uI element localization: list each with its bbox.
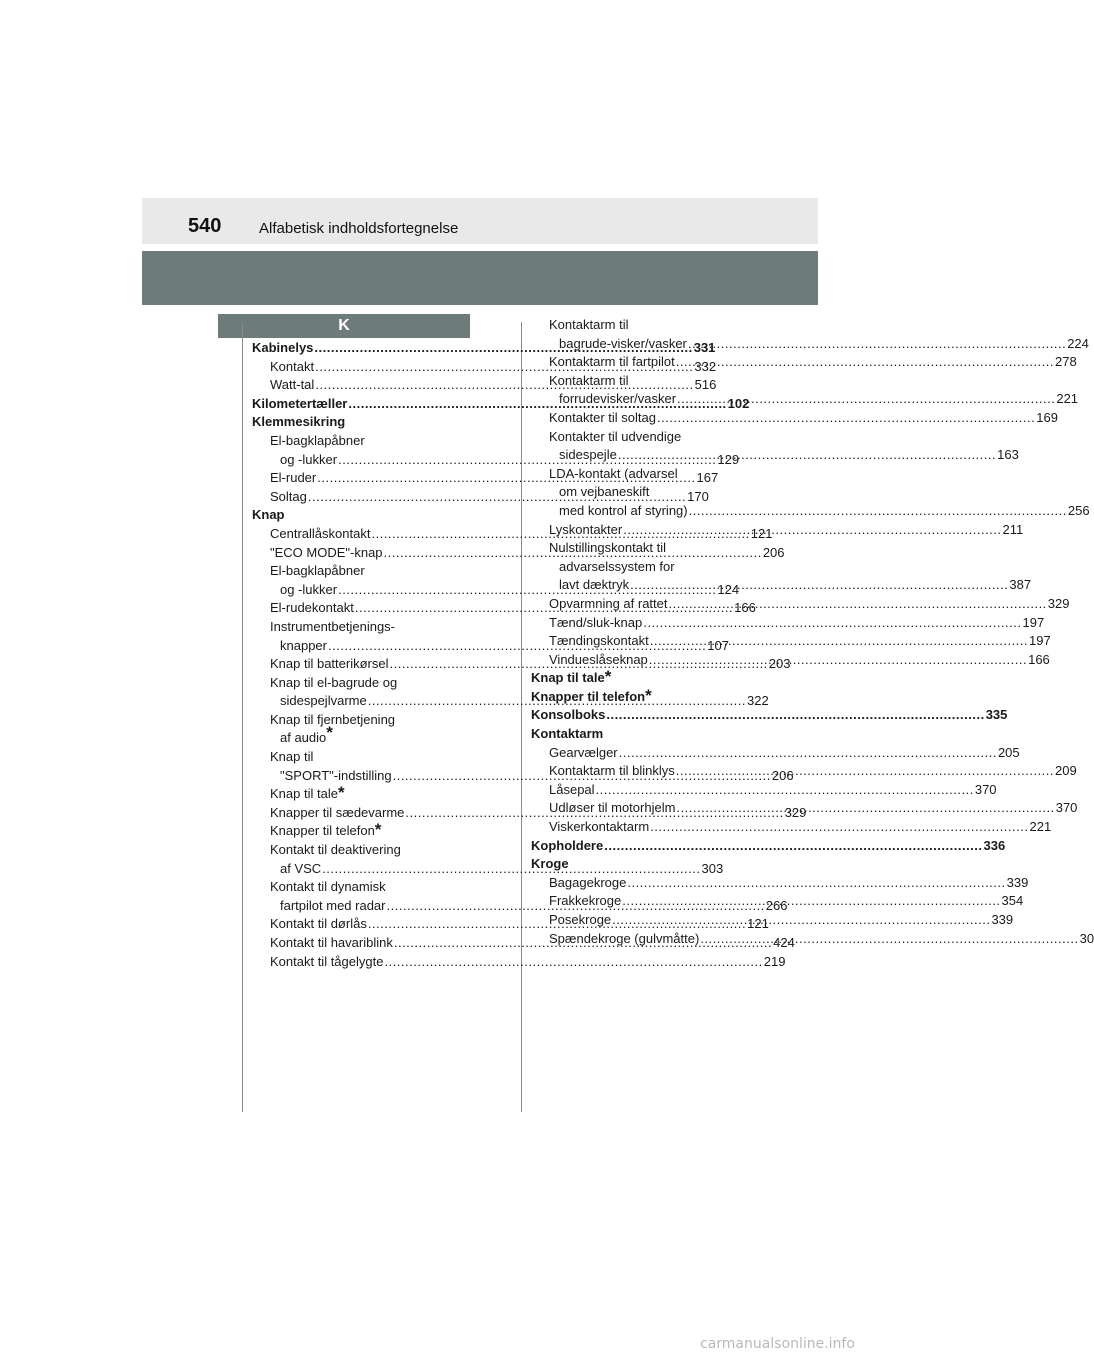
entry-term: Kroge bbox=[531, 856, 569, 872]
entry-term: Soltag bbox=[270, 488, 307, 504]
index-entry bbox=[252, 822, 471, 841]
entry-leader-line bbox=[549, 335, 1089, 354]
entry-text-line: advarselssystem for bbox=[559, 558, 675, 574]
entry-term: Udløser til motorhjelm bbox=[549, 800, 676, 816]
asterisk-mark: * bbox=[326, 723, 333, 743]
entry-leader-line bbox=[549, 874, 1029, 893]
index-entry bbox=[531, 614, 1045, 633]
entry-text-line: Kontakt til dynamisk bbox=[270, 879, 386, 895]
dot-leader bbox=[627, 874, 1005, 893]
entry-term: Knapper til telefon bbox=[270, 823, 375, 839]
entry-leader-line bbox=[549, 353, 1077, 372]
entry-page-number: 329 bbox=[784, 804, 807, 820]
entry-text-line: Knap til bbox=[270, 749, 314, 765]
dot-leader bbox=[676, 762, 1054, 781]
entry-term: med kontrol af styring) bbox=[559, 502, 688, 518]
entry-page-number: 303 bbox=[701, 860, 724, 876]
section-letter-tab bbox=[218, 314, 470, 338]
entry-term: fartpilot med radar bbox=[280, 897, 386, 913]
index-entry bbox=[531, 595, 1070, 614]
entry-term: Kopholdere bbox=[531, 837, 604, 853]
entry-leader-line bbox=[549, 818, 1052, 837]
entry-page-number: 219 bbox=[763, 953, 786, 969]
index-entry bbox=[531, 372, 1079, 409]
page-number: 540 bbox=[188, 215, 222, 237]
entry-term: Frakkekroge bbox=[549, 893, 622, 909]
header-band bbox=[142, 198, 818, 244]
dot-leader bbox=[657, 409, 1035, 428]
entry-leader-line bbox=[531, 706, 1008, 725]
entry-term: lavt dæktryk bbox=[559, 577, 630, 593]
dot-leader bbox=[596, 781, 974, 800]
dot-leader bbox=[618, 447, 996, 462]
dot-leader bbox=[689, 503, 1067, 518]
entry-leader-line bbox=[531, 837, 1006, 856]
index-entry bbox=[531, 669, 750, 688]
entry-term: Watt-tal bbox=[270, 377, 315, 393]
entry-term: Tændingskontakt bbox=[549, 633, 649, 649]
index-entry bbox=[252, 413, 471, 432]
dot-leader bbox=[604, 837, 982, 856]
dot-leader bbox=[630, 577, 1008, 592]
index-entry bbox=[531, 706, 1008, 725]
column-rule-middle bbox=[521, 322, 522, 1112]
entry-text-line: Kontaktarm til bbox=[549, 372, 629, 388]
entry-leader-line bbox=[549, 502, 1090, 521]
entry-page-number: 266 bbox=[765, 897, 788, 913]
entry-term: Spændekroge (gulvmåtte) bbox=[549, 930, 700, 946]
entry-term: Posekroge bbox=[549, 912, 612, 927]
entry-page-number: 205 bbox=[997, 744, 1020, 760]
entry-page-number: 221 bbox=[1029, 819, 1052, 835]
index-entry bbox=[531, 874, 1029, 893]
entry-leader-line: Knap til tale * bbox=[531, 667, 612, 687]
index-entry bbox=[531, 632, 1051, 651]
entry-term: sidespejlvarme bbox=[280, 693, 367, 709]
entry-leader-line bbox=[549, 781, 997, 800]
dot-leader bbox=[650, 818, 1028, 837]
entry-term: Kontakt til dørlås bbox=[270, 916, 367, 932]
entry-term: Viskerkontaktarm bbox=[549, 819, 650, 835]
entry-term: Klemmesikring bbox=[252, 414, 346, 430]
entry-leader-line bbox=[270, 723, 471, 748]
dot-leader bbox=[669, 595, 1047, 614]
entry-page-number: 169 bbox=[1036, 409, 1058, 425]
entry-page-number: 278 bbox=[1055, 354, 1077, 370]
entry-term: sidespejle bbox=[559, 447, 617, 463]
entry-term: af audio bbox=[280, 730, 327, 746]
page-title: Alfabetisk indholdsfortegnelse bbox=[259, 220, 459, 237]
index-entry bbox=[531, 428, 1019, 465]
entry-text-line: Kontaktarm til bbox=[549, 317, 629, 332]
entry-page-number: 121 bbox=[747, 916, 769, 932]
header-bar bbox=[142, 251, 818, 305]
section-letter: K bbox=[338, 317, 350, 334]
entry-leader-line bbox=[270, 953, 786, 972]
entry-text-line: El-bagklapåbner bbox=[270, 432, 365, 448]
entry-page-number: 329 bbox=[1047, 595, 1070, 611]
entry-page-number: 163 bbox=[997, 447, 1019, 463]
entry-term: Kontakt bbox=[270, 358, 315, 374]
index-entry bbox=[252, 506, 471, 525]
entry-page-number: 211 bbox=[1002, 521, 1024, 537]
entry-text-line: Instrumentbetjenings- bbox=[270, 618, 396, 634]
entry-page-number: 331 bbox=[693, 340, 716, 355]
index-entry bbox=[531, 781, 997, 800]
entry-page-number: 354 bbox=[1001, 893, 1024, 909]
dot-leader bbox=[676, 353, 1054, 372]
entry-page-number: 339 bbox=[991, 912, 1014, 927]
entry-page-number: 209 bbox=[1055, 763, 1077, 779]
entry-term: Kontakt til havariblink bbox=[270, 935, 393, 950]
entry-page-number: 221 bbox=[1056, 391, 1079, 407]
entry-leader-line: Knap til tale * bbox=[270, 783, 345, 803]
entry-term: "SPORT"-indstilling bbox=[280, 767, 392, 783]
entry-page-number: 332 bbox=[694, 358, 717, 374]
entry-term: Knapper til sædevarme bbox=[270, 804, 405, 820]
entry-leader-line bbox=[549, 576, 1032, 595]
entry-term: Kontaktarm til blinklys bbox=[549, 763, 675, 779]
index-entry bbox=[531, 818, 1052, 837]
entry-term: El-rudekontakt bbox=[270, 600, 354, 616]
index-entry bbox=[531, 744, 1020, 763]
entry-leader-line bbox=[531, 725, 750, 744]
entry-text-line: Knap til fjernbetjening bbox=[270, 711, 396, 727]
entry-term: Knap til tale bbox=[531, 670, 605, 686]
entry-page-number: 335 bbox=[985, 707, 1008, 723]
entry-leader-line bbox=[252, 413, 471, 432]
dot-leader bbox=[677, 391, 1055, 406]
index-entry bbox=[531, 465, 1090, 521]
entry-term: Centrallåskontakt bbox=[270, 525, 371, 541]
entry-page-number: 370 bbox=[974, 781, 997, 797]
entry-page-number: 206 bbox=[762, 544, 785, 560]
index-entry bbox=[531, 685, 750, 707]
dot-leader bbox=[622, 892, 1000, 911]
entry-leader-line bbox=[549, 390, 1079, 409]
dot-leader bbox=[688, 336, 1066, 351]
dot-leader bbox=[700, 930, 1078, 949]
entry-page-number: 107 bbox=[707, 637, 729, 653]
entry-page-number: 224 bbox=[1067, 335, 1089, 351]
entry-term: Knap til batterikørsel bbox=[270, 656, 389, 672]
entry-term: "ECO MODE"-knap bbox=[270, 544, 383, 560]
entry-leader-line: Knapper til telefon * bbox=[270, 820, 382, 840]
entry-term: Lyskontakter bbox=[549, 521, 623, 537]
entry-term: Kilometertæller bbox=[252, 395, 348, 411]
entry-term: af VSC bbox=[280, 860, 322, 876]
entry-term: Tænd/sluk-knap bbox=[549, 614, 643, 630]
entry-page-number: 256 bbox=[1067, 502, 1090, 518]
entry-leader-line bbox=[252, 506, 471, 525]
entry-term: Knap bbox=[252, 507, 285, 523]
index-entry bbox=[252, 711, 471, 748]
dot-leader bbox=[643, 614, 1021, 633]
entry-term: knapper bbox=[280, 637, 327, 653]
entry-leader-line bbox=[549, 744, 1020, 763]
entry-term: Kabinelys bbox=[252, 340, 314, 355]
dot-leader bbox=[676, 799, 1054, 818]
entry-term: og -lukker bbox=[280, 581, 338, 597]
entry-term: Kontakt til tågelygte bbox=[270, 953, 384, 969]
entry-text-line: LDA-kontakt (advarsel bbox=[549, 465, 678, 481]
entry-page-number: 387 bbox=[1009, 577, 1032, 593]
entry-page-number: 166 bbox=[734, 600, 756, 616]
entry-page-number: 170 bbox=[687, 488, 709, 504]
entry-page-number: 121 bbox=[750, 525, 773, 541]
entry-page-number: 322 bbox=[747, 693, 769, 709]
entry-term: Konsolboks bbox=[531, 707, 606, 723]
entry-text-line: El-bagklapåbner bbox=[270, 563, 365, 579]
index-entry bbox=[531, 409, 1058, 428]
index-entry bbox=[531, 316, 1089, 353]
entry-page-number: 166 bbox=[1028, 651, 1050, 667]
dot-leader bbox=[649, 651, 1027, 670]
entry-page-number: 203 bbox=[768, 656, 791, 672]
entry-leader-line: Knapper til telefon * bbox=[531, 685, 652, 705]
entry-page-number: 197 bbox=[1022, 614, 1045, 630]
entry-term: forrudevisker/vasker bbox=[559, 391, 677, 407]
index-entry bbox=[531, 855, 750, 874]
entry-text-line: om vejbaneskift bbox=[559, 484, 650, 500]
entry-term: Gearvælger bbox=[549, 744, 618, 760]
entry-page-number: 30 bbox=[1079, 930, 1094, 946]
dot-leader bbox=[650, 632, 1028, 651]
dot-leader bbox=[619, 744, 997, 763]
watermark: carmanualsonline.info bbox=[700, 1336, 855, 1352]
entry-term: Låsepal bbox=[549, 781, 595, 797]
entry-page-number: 370 bbox=[1055, 800, 1078, 816]
dot-leader bbox=[623, 521, 1001, 540]
dot-leader bbox=[384, 953, 762, 972]
entry-leader-line bbox=[549, 632, 1051, 651]
dot-leader bbox=[606, 706, 984, 725]
index-entry bbox=[252, 785, 471, 804]
entry-page-number: 206 bbox=[771, 767, 794, 783]
entry-page-number: 102 bbox=[727, 395, 750, 411]
entry-page-number: 129 bbox=[717, 451, 740, 467]
entry-term: Kontaktarm bbox=[531, 726, 604, 742]
entry-leader-line bbox=[531, 855, 750, 874]
entry-term: Kontakter til soltag bbox=[549, 409, 656, 425]
entry-text-line: Kontakt til deaktivering bbox=[270, 842, 401, 858]
entry-text-line: Nulstillingskontakt til bbox=[549, 540, 667, 556]
column-rule-left bbox=[242, 322, 243, 1112]
entry-page-number: 197 bbox=[1029, 633, 1051, 649]
entry-leader-line bbox=[549, 614, 1045, 633]
entry-leader-line bbox=[549, 446, 1019, 465]
entry-text-line: Knap til el-bagrude og bbox=[270, 674, 398, 690]
entry-page-number: 167 bbox=[696, 470, 719, 486]
entry-leader-line bbox=[549, 595, 1070, 614]
index-entry bbox=[531, 353, 1077, 372]
entry-page-number: 336 bbox=[983, 837, 1006, 853]
entry-page-number: 516 bbox=[694, 377, 717, 393]
entry-term: Bagagekroge bbox=[549, 874, 627, 890]
entry-term: Kontaktarm til fartpilot bbox=[549, 354, 675, 370]
entry-term: Knapper til telefon bbox=[531, 688, 646, 704]
index-entry bbox=[531, 837, 1006, 856]
entry-term: El-ruder bbox=[270, 470, 317, 486]
entry-term: Vindueslåseknap bbox=[549, 651, 648, 667]
entry-leader-line bbox=[549, 409, 1058, 428]
index-entry bbox=[252, 953, 786, 972]
entry-page-number: 124 bbox=[717, 581, 740, 597]
entry-page-number: 339 bbox=[1006, 874, 1029, 890]
entry-text-line: Kontakter til udvendige bbox=[549, 428, 682, 444]
dot-leader bbox=[612, 911, 990, 930]
entry-term: bagrude-visker/vasker bbox=[559, 335, 687, 351]
entry-term: Knap til tale bbox=[270, 786, 338, 802]
entry-term: Opvarmning af rattet bbox=[549, 595, 668, 611]
entry-term: og -lukker bbox=[280, 451, 338, 467]
index-entry bbox=[531, 725, 750, 744]
entry-page-number: 424 bbox=[773, 935, 795, 950]
